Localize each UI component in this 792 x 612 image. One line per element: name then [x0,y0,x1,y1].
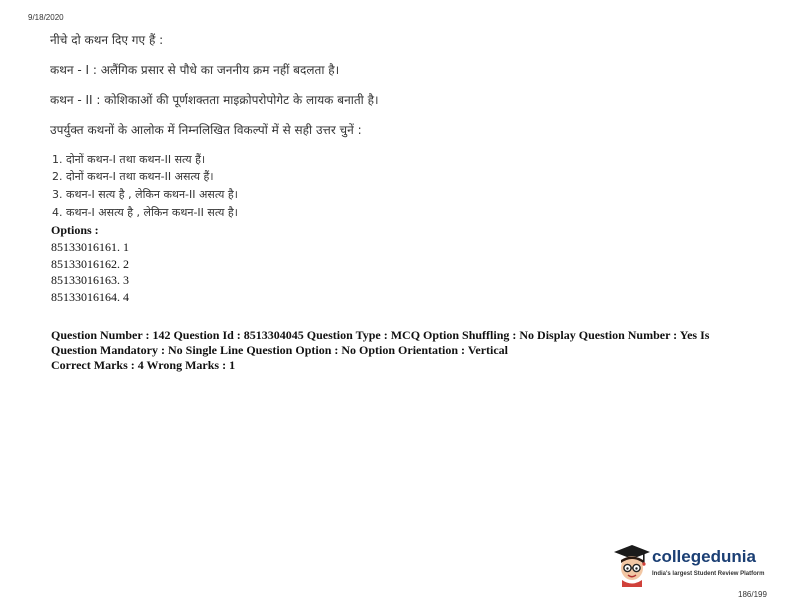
choice-2: 2. दोनों कथन-I तथा कथन-II असत्य हैं। [52,170,214,183]
option-id-3: 85133016163. 3 [51,273,129,287]
page-number: 186/199 [738,590,767,599]
brand-name: collegedunia [652,547,756,566]
next-question-metadata [51,328,741,373]
choice-3: 3. कथन-I सत्य है , लेकिन कथन-II असत्य है। [52,188,238,201]
option-id-2: 85133016162. 2 [51,257,129,271]
options-heading: Options : [51,223,99,237]
collegedunia-logo [612,543,765,587]
print-date: 9/18/2020 [28,13,64,22]
question-meta-line: Question Number : 142 Question Id : 8513304045 Question Type : MCQ Option Shuffling : No Display Question Number : Yes Is Question Mandatory : No Single Line Question Option : No Option Orientation : Vertical [51,328,710,357]
marks-line: Correct Marks : 4 Wrong Marks : 1 [51,358,236,372]
statement-2: कथन - II : कोशिकाओं की पूर्णशक्तता माइक्रोपरोपोगेट के लायक बनाती है। [50,93,379,107]
graduate-mascot-icon [612,543,652,587]
choice-4: 4. कथन-I असत्य है , लेकिन कथन-II सत्य है। [52,206,238,219]
question-intro: नीचे दो कथन दिए गए हैं : [50,33,164,47]
option-id-1: 85133016161. 1 [51,240,129,254]
question-instruction: उपर्युक्त कथनों के आलोक में निम्नलिखित विकल्पों में से सही उत्तर चुनें : [50,123,362,137]
brand-tagline: India's largest Student Review Platform [652,571,765,577]
option-id-4: 85133016164. 4 [51,290,129,304]
statement-1: कथन - I : अलैंगिक प्रसार से पौधे का जननीय क्रम नहीं बदलता है। [50,63,340,77]
choice-1: 1. दोनों कथन-I तथा कथन-II सत्य हैं। [52,153,206,166]
